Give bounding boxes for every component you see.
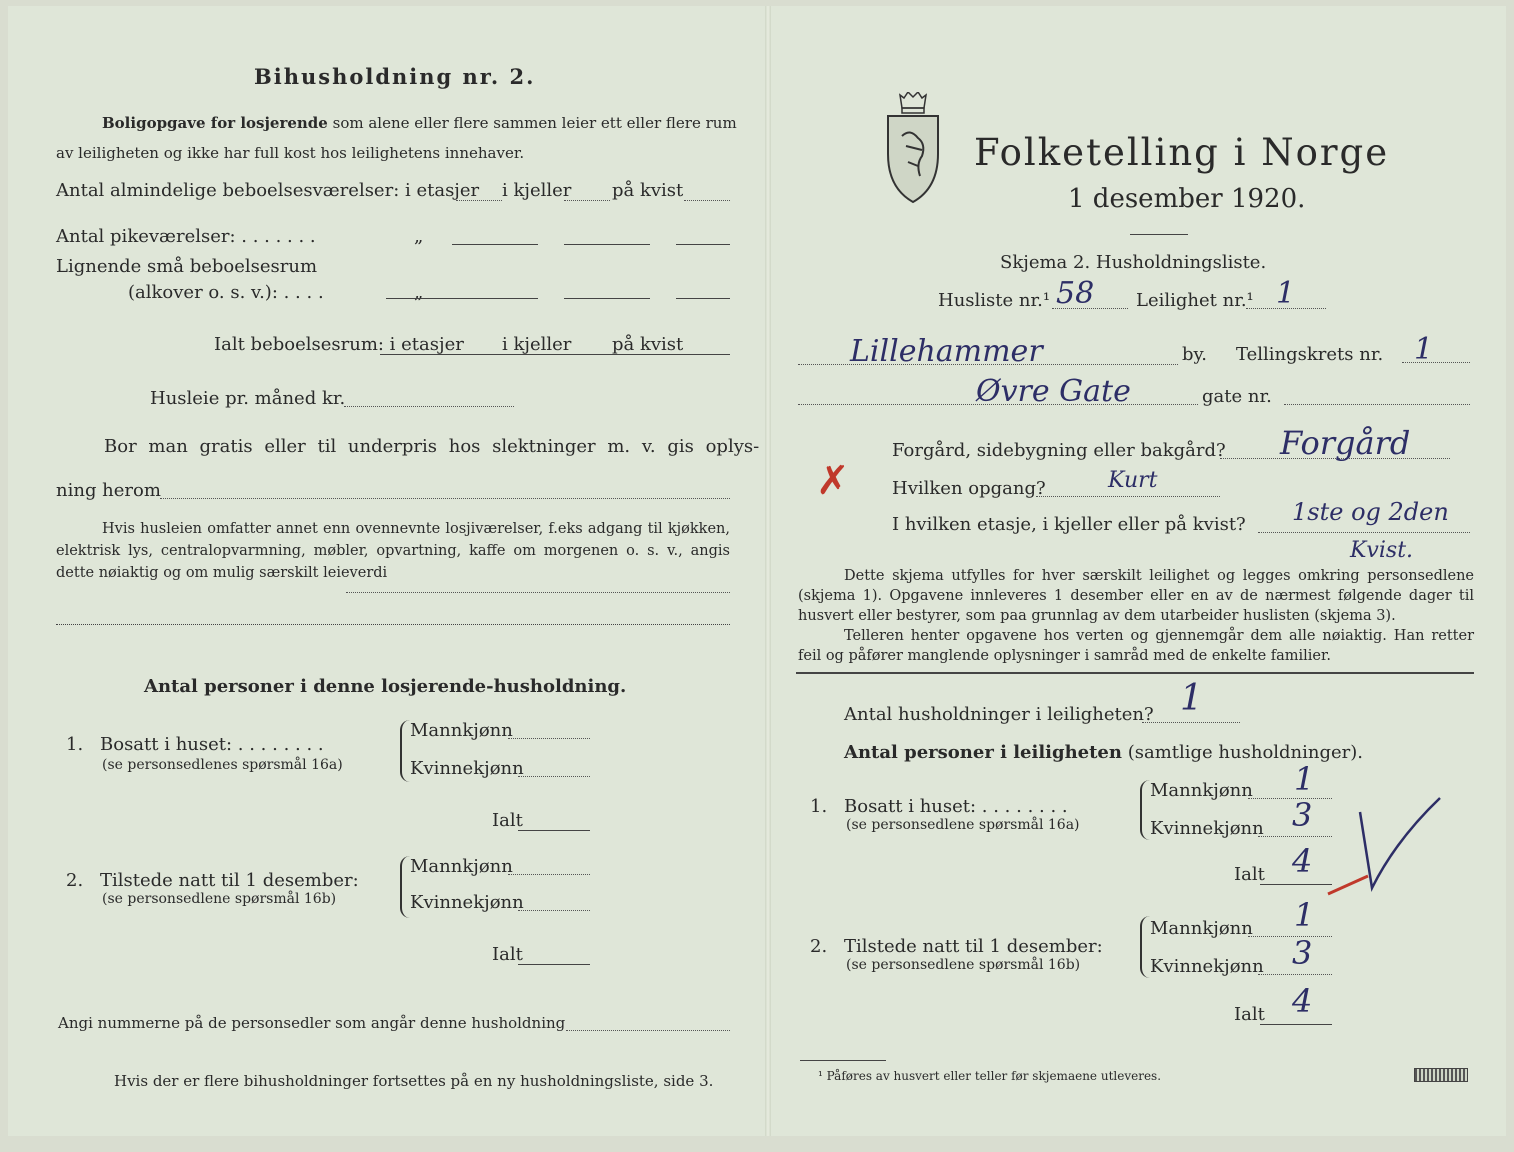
intro-line-2: av leiligheten og ikke har full kost hos leilighetens innehaver.: [56, 144, 525, 162]
angi-field: [566, 1030, 730, 1031]
right-q1-ialt-label: Ialt: [1234, 864, 1265, 885]
right-q1-male-field: [1248, 798, 1332, 799]
right-q1-sub: (se personsedlene spørsmål 16a): [846, 817, 1080, 833]
rent-label: Husleie pr. måned kr.: [150, 388, 346, 409]
pike-ditto: „: [414, 226, 424, 247]
right-q1-female-label: Kvinnekjønn: [1150, 818, 1264, 839]
left-footer: Hvis der er flere bihusholdninger fortsettes på en ny husholdningsliste, side 3.: [114, 1072, 714, 1090]
rooms-kvist-label: på kvist: [612, 180, 684, 201]
left-q2-female-field: [518, 910, 590, 911]
hush-value: 1: [1180, 678, 1203, 719]
pike-field-3: [676, 244, 730, 245]
right-q2-male-field: [1248, 936, 1332, 937]
opgang-field: [1036, 496, 1220, 497]
krets-label: Tellingskrets nr.: [1236, 344, 1384, 365]
footnote-rule: [800, 1060, 886, 1061]
pike-field-2: [564, 244, 650, 245]
etasje-field: [1258, 532, 1470, 533]
krets-field: [1402, 362, 1470, 363]
left-q1-ialt-label: Ialt: [492, 810, 523, 831]
small-rooms-label-1: Lignende små beboelsesrum: [56, 256, 318, 277]
husliste-value: 58: [1056, 276, 1095, 311]
extra-services-field: [346, 592, 730, 593]
left-q1-female-field: [518, 776, 590, 777]
gratis-line-1: Bor man gratis eller til underpris hos slektninger m. v. gis oplys-: [104, 436, 760, 457]
left-q1-number: 1.: [66, 734, 84, 755]
krets-value: 1: [1414, 332, 1434, 367]
check-mark-icon: [1326, 790, 1446, 900]
right-q1-male-value: 1: [1294, 760, 1315, 798]
left-q2-female-label: Kvinnekjønn: [410, 892, 524, 913]
right-q2-sub: (se personsedlene spørsmål 16b): [846, 957, 1081, 973]
leilighet-value: 1: [1276, 276, 1296, 311]
printer-stamp: [1414, 1068, 1468, 1082]
right-q2-female-value: 3: [1292, 934, 1313, 972]
census-form-sheet: [8, 6, 1506, 1136]
forgard-value: Forgård: [1280, 424, 1411, 462]
right-q2-ialt-field: [1260, 1024, 1332, 1025]
opgang-value: Kurt: [1108, 468, 1158, 493]
rooms-kjeller-field: [564, 200, 610, 201]
left-q1-female-label: Kvinnekjønn: [410, 758, 524, 779]
right-q2-ialt-value: 4: [1292, 982, 1313, 1020]
right-q2-female-label: Kvinnekjønn: [1150, 956, 1264, 977]
right-q1-ialt-field: [1260, 884, 1332, 885]
right-q1-female-value: 3: [1292, 796, 1313, 834]
city-value: Lillehammer: [850, 334, 1043, 369]
left-persons-heading: Antal personer i denne losjerende-husholdning.: [144, 676, 627, 697]
gate-label: gate nr.: [1202, 386, 1272, 407]
right-q2-female-field: [1258, 974, 1332, 975]
right-persons-heading: Antal personer i leiligheten (samtlige husholdninger).: [844, 742, 1364, 763]
hush-label: Antal husholdninger i leiligheten?: [844, 704, 1154, 725]
left-q2-label: Tilstede natt til 1 desember:: [100, 870, 359, 891]
left-q1-label: Bosatt i huset: . . . . . . . .: [100, 734, 324, 755]
red-check-mark: ✗: [816, 458, 850, 504]
left-q1-male-field: [508, 738, 590, 739]
coat-of-arms-icon: [882, 92, 944, 204]
ialt-rooms-kvist-label: på kvist: [612, 334, 684, 355]
right-q1-male-label: Mannkjønn: [1150, 780, 1253, 801]
page-fold: [765, 6, 771, 1136]
husliste-label: Husliste nr.¹: [938, 290, 1051, 311]
right-q1-label: Bosatt i huset: . . . . . . . .: [844, 796, 1068, 817]
etasje-label: I hvilken etasje, i kjeller eller på kvist?: [892, 514, 1246, 535]
rooms-kvist-field: [684, 200, 730, 201]
instructions-para-1: Dette skjema utfylles for hver særskilt leilighet og legges omkring personsedlene (skjema 1). Opgavene innleveres 1 desember eller en av de nærmest følgende dager til husvert eller bestyrer, som paa grunnlag av dem utarbeider huslisten (skjema 3).: [798, 568, 1474, 624]
leilighet-label: Leilighet nr.¹: [1136, 290, 1254, 311]
right-q2-brace: [1140, 916, 1150, 978]
left-title: Bihusholdning nr. 2.: [254, 64, 536, 89]
left-q1-brace: [400, 720, 410, 782]
small-rooms-field-2: [564, 298, 650, 299]
right-q2-male-value: 1: [1294, 896, 1315, 934]
small-rooms-label-2: (alkover o. s. v.): . . . .: [128, 282, 324, 303]
right-q2-number: 2.: [810, 936, 828, 957]
intro-line-1: Boligopgave for losjerende som alene eller flere sammen leier ett eller flere rum: [102, 114, 737, 132]
by-label: by.: [1182, 344, 1208, 365]
left-q2-male-field: [508, 874, 590, 875]
right-q2-label: Tilstede natt til 1 desember:: [844, 936, 1103, 957]
ialt-rooms-label: Ialt beboelsesrum: i etasjer: [214, 334, 464, 355]
census-date: 1 desember 1920.: [1068, 184, 1306, 214]
right-title: Folketelling i Norge: [974, 131, 1390, 174]
left-q2-sub: (se personsedlene spørsmål 16b): [102, 891, 337, 907]
small-rooms-field-1: [386, 298, 538, 299]
hush-field: [1142, 722, 1240, 723]
rooms-kjeller-label: i kjeller: [502, 180, 572, 201]
right-q2-ialt-label: Ialt: [1234, 1004, 1265, 1025]
right-q1-number: 1.: [810, 796, 828, 817]
left-q1-ialt-field: [518, 830, 590, 831]
pike-field-1: [452, 244, 538, 245]
rooms-etasjer-field: [456, 200, 502, 201]
gate-nr-field: [1284, 404, 1470, 405]
left-q2-ialt-field: [518, 964, 590, 965]
small-rooms-ditto: „: [414, 282, 424, 303]
right-q2-male-label: Mannkjønn: [1150, 918, 1253, 939]
extra-services-field-2: [56, 624, 730, 625]
title-rule: [1130, 234, 1188, 235]
instructions-para-2: Telleren henter opgavene hos verten og gjennemgår dem alle nøiaktig. Han retter feil og påfører manglende oplysninger i samråd med de enkelte familier.: [798, 628, 1474, 664]
section-rule: [796, 672, 1474, 674]
footnote: ¹ Påføres av husvert eller teller før skjemaene utleveres.: [818, 1069, 1162, 1083]
left-q2-male-label: Mannkjønn: [410, 856, 513, 877]
etasje-value-2: Kvist.: [1350, 538, 1414, 563]
left-q2-brace: [400, 856, 410, 918]
left-q2-number: 2.: [66, 870, 84, 891]
right-q1-brace: [1140, 780, 1150, 840]
etasje-value: 1ste og 2den: [1292, 498, 1449, 526]
schema-label: Skjema 2. Husholdningsliste.: [1000, 252, 1267, 273]
right-q1-ialt-value: 4: [1292, 842, 1313, 880]
ialt-rooms-kjeller-label: i kjeller: [502, 334, 572, 355]
pike-label: Antal pikeværelser: . . . . . . .: [56, 226, 316, 247]
gratis-line-2: ning herom: [56, 480, 161, 501]
extra-services-text: Hvis husleien omfatter annet enn ovennevnte losjiværelser, f.eks adgang til kjøkken, elektrisk lys, centralopvarmning, møbler, opvartning, kaffe om morgenen o. s. v., angis dette nøiaktig og om mulig særskilt leieverdi: [56, 521, 730, 581]
rooms-label: Antal almindelige beboelsesværelser: i etasjer: [56, 180, 480, 201]
right-q1-female-field: [1258, 836, 1332, 837]
gratis-field: [160, 498, 730, 499]
opgang-label: Hvilken opgang?: [892, 478, 1046, 499]
left-q1-male-label: Mannkjønn: [410, 720, 513, 741]
left-q2-ialt-label: Ialt: [492, 944, 523, 965]
angi-label: Angi nummerne på de personsedler som angår denne husholdning: [58, 1014, 566, 1032]
forgard-label: Forgård, sidebygning eller bakgård?: [892, 440, 1226, 461]
left-q1-sub: (se personsedlenes spørsmål 16a): [102, 757, 343, 773]
small-rooms-field-3: [676, 298, 730, 299]
rent-field: [344, 406, 514, 407]
street-value: Øvre Gate: [976, 374, 1131, 409]
